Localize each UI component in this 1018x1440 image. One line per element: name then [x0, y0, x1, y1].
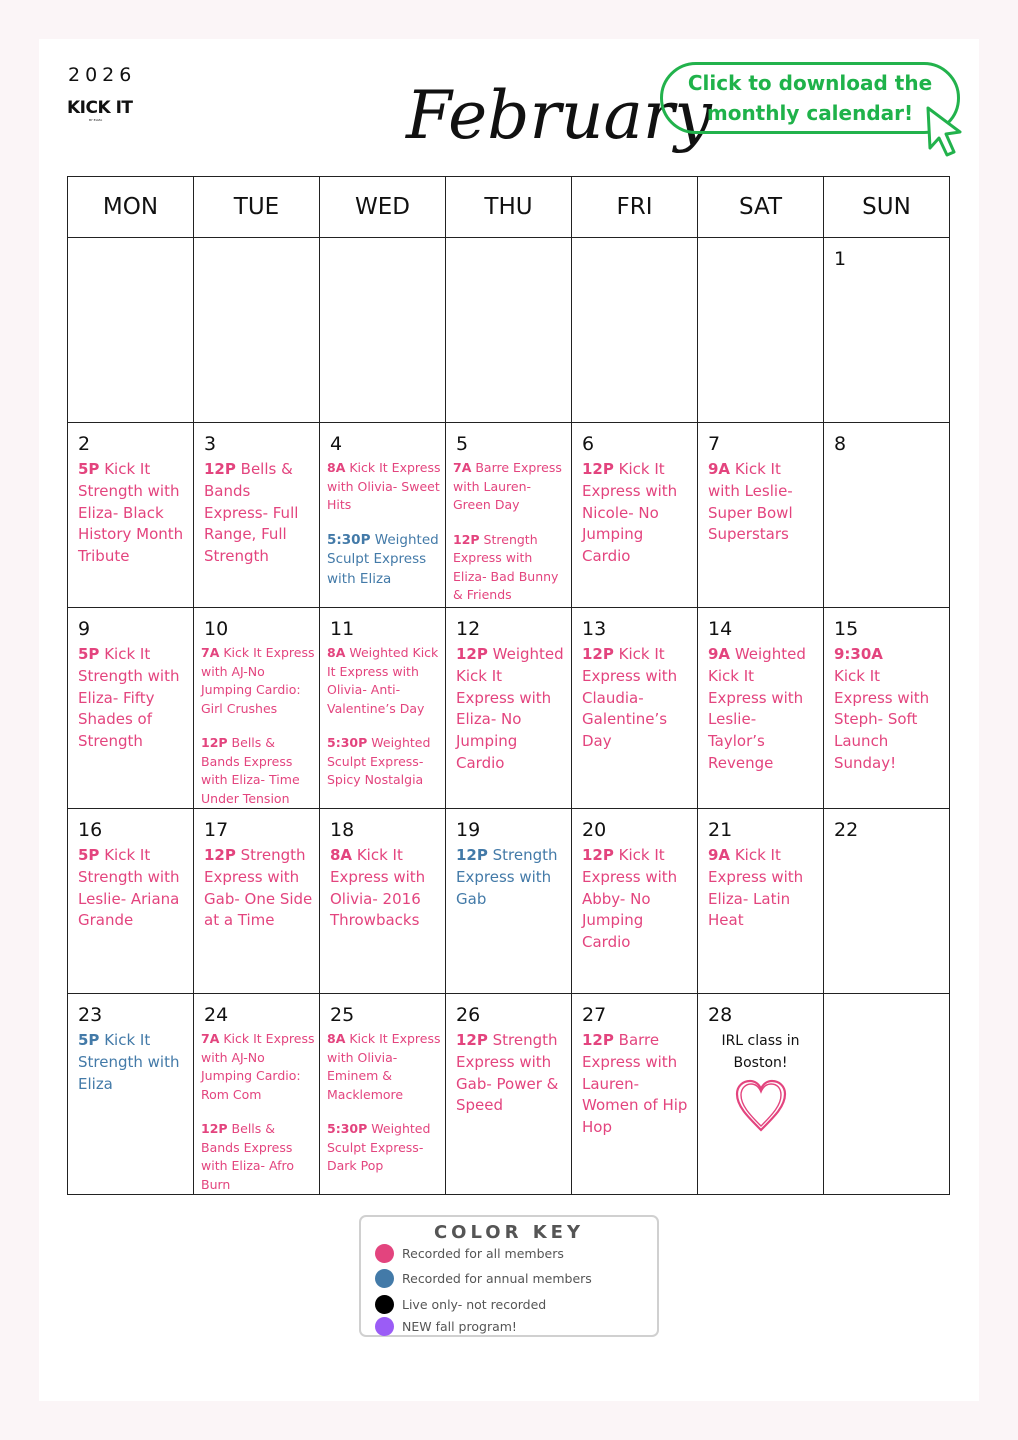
day-number: 17 — [204, 819, 229, 841]
class-title: Strength Express with Gab- Power & Speed — [456, 1031, 559, 1115]
day-cell-24 — [194, 994, 320, 1195]
heart-icon — [733, 1076, 789, 1136]
class-title: Kick It Express with AJ-No Jumping Cardio: Rom Com — [201, 1031, 315, 1102]
class-title: Bells & Bands Express with Eliza- Afro Burn — [201, 1121, 295, 1192]
class-title: Weighted Kick It Express with Eliza- No Jumping Cardio — [456, 645, 564, 772]
color-key-item — [375, 1243, 564, 1263]
day-cell-12 — [446, 608, 572, 809]
class-title: Kick It Express with Eliza- Latin Heat — [708, 846, 804, 930]
month-title — [400, 40, 712, 180]
day-cell-4 — [320, 423, 446, 608]
class-event — [320, 843, 445, 932]
class-time: 9A — [708, 460, 731, 478]
color-key-label: Live only- not recorded — [402, 1296, 547, 1312]
color-key-label: NEW fall program! — [402, 1318, 517, 1334]
class-event — [194, 732, 319, 808]
class-title: Kick It Strength with Leslie- Ariana Grande — [78, 846, 180, 930]
month-title-text: February — [406, 77, 712, 154]
day-number: 4 — [330, 433, 343, 455]
day-cell-6 — [572, 423, 698, 608]
class-event — [446, 457, 571, 515]
day-cell-10 — [194, 608, 320, 809]
day-cell-15 — [824, 608, 950, 809]
day-number: 19 — [456, 819, 481, 841]
class-event — [446, 1028, 571, 1117]
week-row — [68, 423, 950, 608]
class-title: Kick It Express with Nicole- No Jumping Cardio — [582, 460, 678, 566]
download-calendar-label: Click to download the monthly calendar! — [687, 71, 933, 125]
class-title: Bells & Bands Express- Full Range, Full Strength — [204, 460, 299, 566]
class-title: Kick It Strength with Eliza- Fifty Shades of Strength — [78, 645, 180, 751]
class-event — [320, 457, 445, 515]
day-number: 27 — [582, 1004, 607, 1026]
purple-dot-icon — [375, 1317, 394, 1336]
day-cell-20 — [572, 809, 698, 994]
day-number: 13 — [582, 618, 607, 640]
color-key — [359, 1215, 659, 1337]
class-event — [446, 642, 571, 775]
day-cell-9 — [68, 608, 194, 809]
day-number: 1 — [834, 248, 847, 270]
day-cell-1 — [824, 238, 950, 423]
class-event — [68, 1028, 193, 1095]
color-key-item — [375, 1316, 517, 1336]
weekday-mon: MON — [68, 177, 194, 238]
day-cell-28 — [698, 994, 824, 1195]
class-time: 5:30P — [327, 531, 371, 548]
class-event — [320, 732, 445, 790]
class-title: Weighted Sculpt Express- Dark Pop — [327, 1121, 431, 1173]
class-time: 12P — [204, 460, 236, 478]
class-time: 12P — [582, 1031, 614, 1049]
class-title: Barre Express with Lauren- Green Day — [453, 460, 562, 512]
day-cell-16 — [68, 809, 194, 994]
day-cell-14 — [698, 608, 824, 809]
irl-class-note: IRL class in Boston! — [721, 1033, 800, 1071]
day-cell-18 — [320, 809, 446, 994]
class-title: Strength Express with Gab- One Side at a Time — [204, 846, 313, 930]
day-cell-26 — [446, 994, 572, 1195]
cursor-arrow-icon — [922, 104, 966, 162]
class-time: 12P — [201, 735, 228, 750]
day-cell-empty — [698, 238, 824, 423]
day-cell-empty — [194, 238, 320, 423]
calendar-grid — [67, 176, 950, 1195]
class-title: Kick It with Leslie- Super Bowl Superstars — [708, 460, 793, 544]
day-cell-7 — [698, 423, 824, 608]
class-time: 8A — [327, 1031, 346, 1046]
class-event — [68, 642, 193, 753]
day-number: 2 — [78, 433, 91, 455]
day-cell-19 — [446, 809, 572, 994]
class-event — [320, 1118, 445, 1176]
day-cell-5 — [446, 423, 572, 608]
class-event — [68, 457, 193, 568]
class-title: Kick It Express with Olivia- Eminem & Macklemore — [327, 1031, 441, 1102]
day-number: 7 — [708, 433, 721, 455]
day-cell-27 — [572, 994, 698, 1195]
day-cell-17 — [194, 809, 320, 994]
class-time: 5P — [78, 1031, 100, 1049]
day-number: 9 — [78, 618, 91, 640]
weekday-sat: SAT — [698, 177, 824, 238]
day-number: 16 — [78, 819, 103, 841]
class-event — [698, 457, 823, 546]
day-number: 28 — [708, 1004, 733, 1026]
class-time: 7A — [453, 460, 472, 475]
day-number: 21 — [708, 819, 733, 841]
weekday-wed: WED — [320, 177, 446, 238]
class-title: Kick It Strength with Eliza- Black History Month Tribute — [78, 460, 184, 566]
weekday-header-row — [68, 177, 950, 238]
class-time: 7A — [201, 645, 220, 660]
day-cell-2 — [68, 423, 194, 608]
class-time: 9:30A — [834, 645, 883, 663]
class-event — [572, 843, 697, 954]
class-time: 12P — [582, 846, 614, 864]
class-time: 12P — [201, 1121, 228, 1136]
class-time: 12P — [453, 531, 480, 547]
class-event — [572, 642, 697, 753]
week-row — [68, 994, 950, 1195]
class-event — [446, 529, 571, 605]
day-number: 6 — [582, 433, 595, 455]
class-title: Kick It Express with Olivia- 2016 Throwbacks — [330, 846, 426, 930]
day-number: 15 — [834, 618, 859, 640]
color-key-label: Recorded for annual members — [402, 1270, 592, 1286]
week-row — [68, 809, 950, 994]
class-event — [194, 1028, 319, 1104]
day-number: 26 — [456, 1004, 481, 1026]
day-cell-13 — [572, 608, 698, 809]
class-time: 7A — [201, 1031, 220, 1046]
class-title: Kick It Express with Claudia- Galentine’s Day — [582, 645, 678, 751]
week-row — [68, 238, 950, 423]
class-time: 9A — [708, 645, 731, 663]
day-number: 24 — [204, 1004, 229, 1026]
day-cell-empty — [320, 238, 446, 423]
day-cell-25 — [320, 994, 446, 1195]
day-cell-8 — [824, 423, 950, 608]
class-time: 12P — [582, 645, 614, 663]
kick-it-logo: KICK IT — [67, 98, 133, 118]
class-event — [320, 529, 445, 590]
day-number: 14 — [708, 618, 733, 640]
class-title: Kick It Express with AJ-No Jumping Cardio: Girl Crushes — [201, 645, 315, 716]
day-cell-22 — [824, 809, 950, 994]
day-cell-3 — [194, 423, 320, 608]
day-number: 22 — [834, 819, 859, 841]
class-event — [68, 843, 193, 932]
class-event — [194, 843, 319, 932]
logo-subtitle: BY ELIZA — [89, 118, 103, 122]
day-number: 25 — [330, 1004, 355, 1026]
class-title: Weighted Sculpt Express- Spicy Nostalgia — [327, 735, 431, 787]
class-event — [446, 843, 571, 910]
class-time: 12P — [456, 846, 488, 864]
color-key-item — [375, 1294, 546, 1314]
class-title: Weighted Kick It Express with Olivia- Anti-Valentine’s Day — [327, 645, 439, 716]
download-calendar-button[interactable] — [660, 62, 960, 134]
class-title: Barre Express with Lauren- Women of Hip Hop — [582, 1031, 688, 1137]
class-event — [572, 1028, 697, 1139]
weekday-fri: FRI — [572, 177, 698, 238]
class-title: Strength Express with Gab — [456, 846, 558, 908]
class-time: 8A — [330, 846, 353, 864]
class-title: Kick It Express with Abby- No Jumping Cardio — [582, 846, 678, 952]
class-time: 5:30P — [327, 735, 368, 750]
class-event — [320, 642, 445, 718]
class-time: 12P — [456, 1031, 488, 1049]
day-number: 3 — [204, 433, 217, 455]
class-time: 12P — [204, 846, 236, 864]
class-title: Strength Express with Eliza- Bad Bunny & Friends — [453, 531, 559, 602]
color-key-label: Recorded for all members — [402, 1245, 564, 1261]
weekday-sun: SUN — [824, 177, 950, 238]
class-event — [824, 642, 949, 775]
day-cell-23 — [68, 994, 194, 1195]
day-number: 5 — [456, 433, 469, 455]
day-cell-21 — [698, 809, 824, 994]
color-key-item — [375, 1268, 592, 1288]
class-title: Weighted Kick It Express with Leslie- Taylor’s Revenge — [708, 645, 806, 772]
class-time: 12P — [456, 645, 488, 663]
class-event — [194, 642, 319, 718]
class-title: Kick It Express with Steph- Soft Launch Sunday! — [834, 666, 930, 772]
day-number: 11 — [330, 618, 355, 640]
class-time: 8A — [327, 645, 346, 660]
class-time: 5P — [78, 645, 100, 663]
weekday-thu: THU — [446, 177, 572, 238]
class-time: 12P — [582, 460, 614, 478]
class-time: 8A — [327, 460, 346, 475]
class-title: Bells & Bands Express with Eliza- Time Under Tension — [201, 735, 300, 806]
day-cell-empty — [572, 238, 698, 423]
class-time: 5:30P — [327, 1121, 368, 1136]
class-event — [194, 457, 319, 568]
class-event — [320, 1028, 445, 1104]
day-number: 8 — [834, 433, 847, 455]
pink-dot-icon — [375, 1244, 394, 1263]
black-dot-icon — [375, 1295, 394, 1314]
weekday-tue: TUE — [194, 177, 320, 238]
class-event — [194, 1118, 319, 1194]
class-time: 5P — [78, 460, 100, 478]
week-row — [68, 608, 950, 809]
color-key-title: COLOR KEY — [433, 1222, 585, 1243]
day-number: 10 — [204, 618, 229, 640]
day-number: 20 — [582, 819, 607, 841]
day-number: 18 — [330, 819, 355, 841]
class-event — [698, 843, 823, 932]
blue-dot-icon — [375, 1269, 394, 1288]
class-time: 9A — [708, 846, 731, 864]
class-event — [572, 457, 697, 568]
class-title: Kick It Strength with Eliza — [78, 1031, 180, 1093]
day-cell-empty — [446, 238, 572, 423]
class-event — [698, 642, 823, 775]
class-title: Weighted Sculpt Express with Eliza — [327, 531, 439, 587]
day-cell-empty — [68, 238, 194, 423]
day-number: 12 — [456, 618, 481, 640]
year-label: 2026 — [68, 64, 137, 86]
class-title: Kick It Express with Olivia- Sweet Hits — [327, 460, 441, 512]
day-number: 23 — [78, 1004, 103, 1026]
class-time: 5P — [78, 846, 100, 864]
day-cell-11 — [320, 608, 446, 809]
day-cell-empty — [824, 994, 950, 1195]
